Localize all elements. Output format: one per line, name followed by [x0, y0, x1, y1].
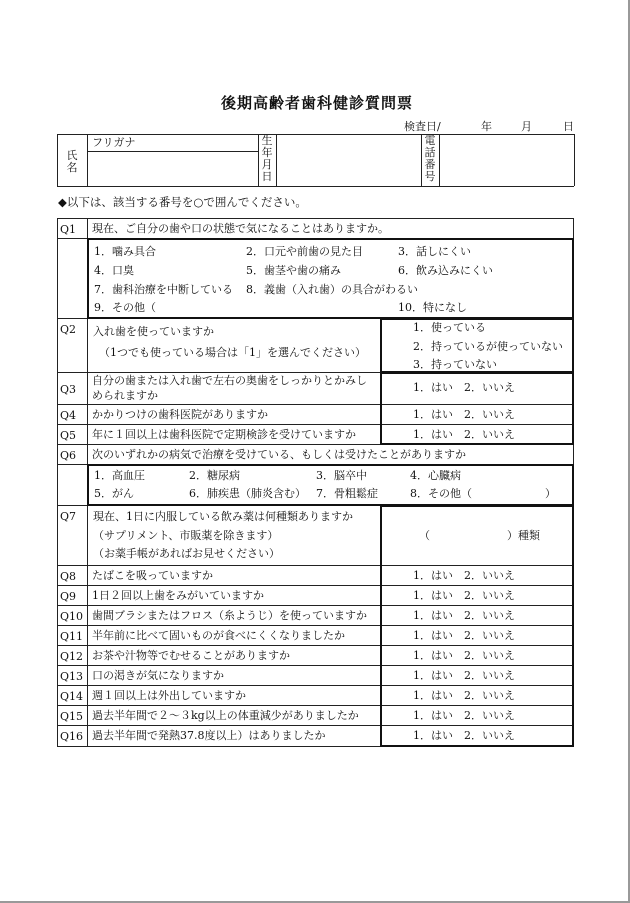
- q16-number: Q16: [60, 730, 84, 743]
- table-right-border: [573, 218, 574, 238]
- q1-option[interactable]: 4．口臭: [94, 264, 134, 277]
- q1-option[interactable]: 10．特になし: [398, 301, 467, 314]
- header-bottom-line: [57, 186, 574, 187]
- q14-answer[interactable]: 1．はい 2．いいえ: [413, 689, 515, 702]
- q9-answer[interactable]: 1．はい 2．いいえ: [413, 589, 515, 602]
- q5-text: 年に１回以上は歯科医院で定期検診を受けていますか: [92, 428, 356, 441]
- q6-option[interactable]: 6．肺疾患（肺炎含む）: [189, 487, 306, 500]
- q13-text: 口の渇きが気になりますか: [92, 669, 224, 682]
- q3-text-cont: められますか: [92, 389, 158, 402]
- header-vline: [258, 134, 259, 186]
- header-vline: [421, 134, 422, 186]
- q11-number: Q11: [60, 630, 84, 643]
- q6-text: 次のいずれかの病気で治療を受けている、もしくは受けたことがありますか: [92, 448, 466, 461]
- q7-open-paren: （: [419, 529, 430, 542]
- q8-text: たばこを吸っていますか: [92, 569, 213, 582]
- q7-number: Q7: [60, 510, 77, 523]
- q6-option[interactable]: 8．その他（: [410, 487, 472, 500]
- q10-answer[interactable]: 1．はい 2．いいえ: [413, 609, 515, 622]
- q5-number: Q5: [60, 429, 77, 442]
- name-field[interactable]: [88, 152, 258, 186]
- q16-text: 過去半年間で発熱37.8度以上）はありましたか: [92, 729, 326, 742]
- q4-number: Q4: [60, 409, 77, 422]
- q14-text: 週１回以上は外出していますか: [92, 689, 246, 702]
- q15-answer[interactable]: 1．はい 2．いいえ: [413, 709, 515, 722]
- q12-answer[interactable]: 1．はい 2．いいえ: [413, 649, 515, 662]
- q11-text: 半年前に比べて固いものが食べにくくなりましたか: [92, 629, 345, 642]
- q5-answer[interactable]: 1．はい 2．いいえ: [413, 428, 515, 441]
- q2-answer[interactable]: 1．使っている: [413, 321, 486, 334]
- q1-option[interactable]: 5．歯茎や歯の痛み: [246, 264, 341, 277]
- name-label: 氏 名: [66, 149, 78, 174]
- birthdate-label: 生 年 月 日: [261, 134, 273, 183]
- q2-note: （1つでも使っている場合は「1」を選んでください）: [99, 346, 366, 359]
- q14-number: Q14: [60, 690, 84, 703]
- table-right-border: [573, 444, 574, 464]
- q1-text: 現在、ご自分の歯や口の状態で気になることはありますか。: [92, 222, 389, 235]
- phone-label: 電 話 番 号: [424, 134, 436, 183]
- q1-option[interactable]: 3．話しにくい: [398, 245, 471, 258]
- header-vline: [574, 134, 575, 186]
- q7-note: （サプリメント、市販薬を除きます）: [93, 529, 279, 542]
- q9-number: Q9: [60, 590, 77, 603]
- month-label: 月: [521, 120, 532, 133]
- q1-option[interactable]: 8．義歯（入れ歯）の具合がわるい: [246, 283, 418, 296]
- q10-number: Q10: [60, 610, 84, 623]
- q6-option[interactable]: 5．がん: [94, 487, 134, 500]
- q12-text: お茶や汁物等でむせることがありますか: [92, 649, 290, 662]
- day-label: 日: [563, 120, 574, 133]
- q15-number: Q15: [60, 710, 84, 723]
- q10-text: 歯間ブラシまたはフロス（糸ようじ）を使っていますか: [92, 609, 367, 622]
- q3-number: Q3: [60, 383, 77, 396]
- form-title: 後期高齢者歯科健診質問票: [221, 94, 414, 112]
- q4-text: かかりつけの歯科医院がありますか: [92, 408, 268, 421]
- q3-answer[interactable]: 1．はい 2．いいえ: [413, 381, 515, 394]
- q6-option[interactable]: 3．脳卒中: [316, 469, 367, 482]
- q13-number: Q13: [60, 670, 84, 683]
- q2-number: Q2: [60, 323, 77, 336]
- furigana-label: フリガナ: [92, 136, 136, 149]
- exam-date-label: 検査日/: [404, 120, 441, 133]
- q3-text: 自分の歯または入れ歯で左右の奥歯をしっかりとかみし: [92, 374, 367, 387]
- year-label: 年: [481, 120, 492, 133]
- q7-unit: ）種類: [507, 529, 540, 542]
- q1-option[interactable]: 9．その他（: [94, 301, 156, 314]
- q6-option-close: ）: [545, 487, 556, 500]
- header-vline: [57, 134, 58, 186]
- q8-answer[interactable]: 1．はい 2．いいえ: [413, 569, 515, 582]
- phone-field[interactable]: [440, 135, 574, 186]
- q1-option[interactable]: 7．歯科治療を中断している: [94, 283, 233, 296]
- q2-answer[interactable]: 3．持っていない: [413, 358, 497, 371]
- birthdate-field[interactable]: [277, 135, 421, 186]
- q1-option[interactable]: 1．噛み具合: [94, 245, 156, 258]
- q2-text: 入れ歯を使っていますか: [93, 325, 214, 338]
- q15-text: 過去半年間で２～３kg以上の体重減少がありましたか: [92, 709, 359, 722]
- q2-answer[interactable]: 2．持っているが使っていない: [413, 340, 563, 353]
- q7-note: （お薬手帳があればお見せください）: [93, 547, 280, 560]
- q6-option[interactable]: 4．心臓病: [410, 469, 461, 482]
- table-left-border: [57, 218, 58, 747]
- q6-option[interactable]: 2．糖尿病: [189, 469, 240, 482]
- q13-answer[interactable]: 1．はい 2．いいえ: [413, 669, 515, 682]
- q11-answer[interactable]: 1．はい 2．いいえ: [413, 629, 515, 642]
- q4-answer[interactable]: 1．はい 2．いいえ: [413, 408, 515, 421]
- row-line: [57, 218, 574, 219]
- q12-number: Q12: [60, 650, 84, 663]
- q6-option[interactable]: 1．高血圧: [94, 469, 145, 482]
- q16-answer[interactable]: 1．はい 2．いいえ: [413, 729, 515, 742]
- q9-text: 1日２回以上歯をみがいていますか: [92, 589, 264, 602]
- q7-count-field[interactable]: [432, 526, 504, 542]
- q6-option[interactable]: 7．骨粗鬆症: [316, 487, 378, 500]
- q1-option[interactable]: 2．口元や前歯の見た目: [246, 245, 363, 258]
- q6-number: Q6: [60, 449, 77, 462]
- q1-option[interactable]: 6．飲み込みにくい: [398, 264, 493, 277]
- q1-number: Q1: [60, 223, 77, 236]
- instruction-text: ◆以下は、該当する番号を○で囲んでください。: [58, 195, 307, 209]
- q8-number: Q8: [60, 570, 77, 583]
- q7-text: 現在、1日に内服している飲み薬は何種類ありますか: [93, 510, 353, 523]
